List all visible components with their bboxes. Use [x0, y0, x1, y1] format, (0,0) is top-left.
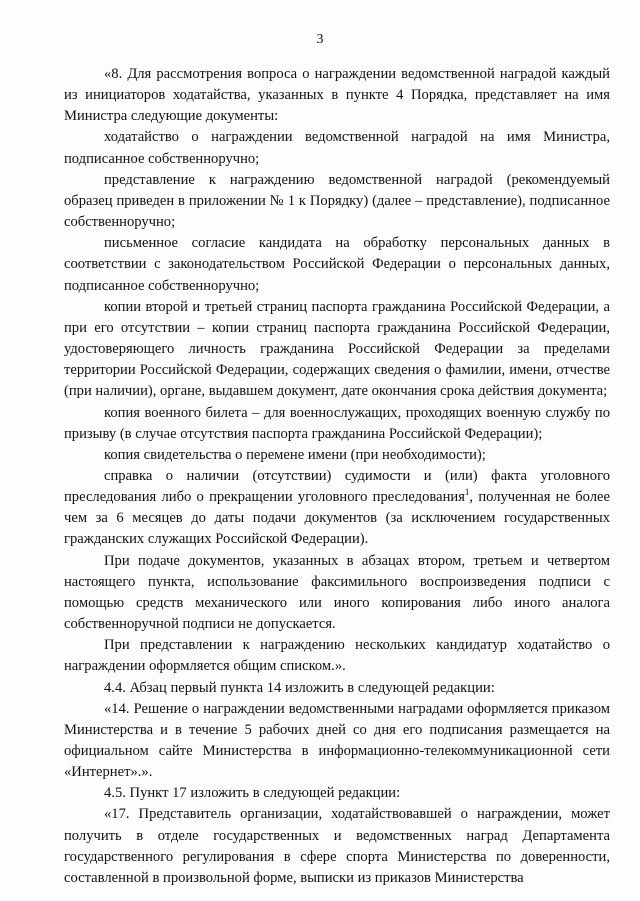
paragraph-text: «8. Для рассмотрения вопроса о награждении ведомственной наградой каждый из инициаторов ходатайства, указанных в пункте 4 Порядка, представляет на имя Министра следующие документы:	[64, 66, 610, 125]
paragraph-item-17	[64, 804, 610, 889]
paragraph-passport-copies	[64, 297, 610, 403]
paragraph-text: копия военного билета – для военнослужащих, проходящих военную службу по призыву (в случае отсутствия паспорта гражданина Российской Федерации);	[64, 404, 610, 442]
paragraph-text: справка о наличии (отсутствии) судимости и (или) факта уголовного преследования либо о прекращении уголовного преследования	[64, 467, 610, 506]
paragraph-petition	[64, 127, 610, 169]
paragraph-text: При подаче документов, указанных в абзацах втором, третьем и четвертом настоящего пункта, использование факсимильного воспроизведения подписи с помощью средств механического или иного копирования либо иного аналога собственноручной подписи не допускается.	[64, 552, 610, 633]
paragraph-item-14	[64, 699, 610, 784]
page-number: 3	[316, 32, 324, 47]
paragraph-text: 4.4. Абзац первый пункта 14 изложить в следующей редакции:	[104, 679, 495, 696]
paragraph-text: При представлении к награждению нескольких кандидатур ходатайство о награждении оформляется общим списком.».	[64, 637, 610, 675]
paragraph-military-id	[64, 403, 610, 445]
paragraph-nomination	[64, 170, 610, 233]
paragraph-text: «14. Решение о награждении ведомственными наградами оформляется приказом Министерства и в течение 5 рабочих дней со дня его подписания размещается на официальном сайте Министерства в информационно-телекоммуникационной сети «Интернет».».	[64, 700, 610, 781]
paragraph-text: ходатайство о награждении ведомственной наградой на имя Министра, подписанное собственноручно;	[64, 129, 610, 167]
paragraph-consent	[64, 233, 610, 296]
paragraph-text: копия свидетельства о перемене имени (при необходимости);	[104, 446, 486, 463]
paragraph-item-8-intro	[64, 64, 610, 127]
paragraph-text-continued: , полученная не более чем за 6 месяцев до даты подачи документов (за исключением государственных гражданских служащих Российской Федерации).	[64, 489, 610, 548]
paragraph-amendment-4-5	[64, 783, 610, 804]
document-body	[64, 64, 610, 889]
paragraph-multiple-candidates	[64, 635, 610, 677]
paragraph-text: «17. Представитель организации, ходатайствовавшей о награждении, может получить в отделе государственных и ведомственных наград Департамента государственного регулирования в сфере спорта Министерства по доверенности, составленной в произвольной форме, выписки из приказов Министерства	[64, 806, 610, 886]
paragraph-text: копии второй и третьей страниц паспорта гражданина Российской Федерации, а при его отсутствии – копии страниц паспорта гражданина Российской Федерации, удостоверяющего личность гражданина Российской Федерации за пределами территории Российской Федерации, содержащих сведения о фамилии, имени, отчестве (при наличии), органе, выдавшем документ, дате окончания срока действия документа;	[64, 298, 610, 400]
paragraph-facsimile	[64, 551, 610, 636]
paragraph-text: представление к награждению ведомственной наградой (рекомендуемый образец приведен в приложении № 1 к Порядку) (далее – представление), подписанное собственноручно;	[64, 171, 610, 231]
paragraph-criminal-record	[64, 466, 610, 551]
paragraph-text: 4.5. Пункт 17 изложить в следующей редакции:	[104, 785, 401, 802]
paragraph-name-change	[64, 445, 610, 466]
paragraph-text: письменное согласие кандидата на обработку персональных данных в соответствии с законодательством Российской Федерации о персональных данных, подписанное собственноручно;	[64, 235, 610, 294]
footnote-marker: 1	[464, 487, 470, 498]
paragraph-amendment-4-4	[64, 678, 610, 699]
